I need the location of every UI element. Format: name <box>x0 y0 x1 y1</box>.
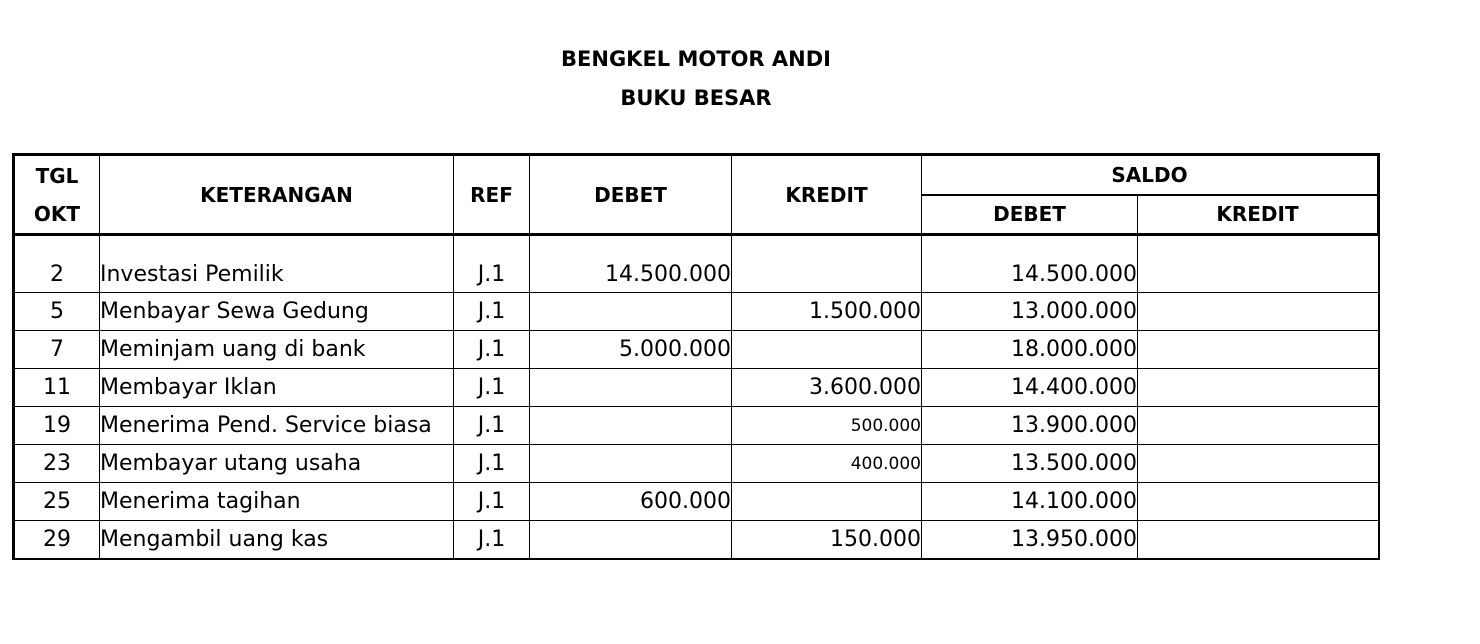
cell-ref: J.1 <box>454 407 530 445</box>
ledger-table <box>12 153 1380 560</box>
cell-debet <box>530 369 732 407</box>
header-saldo-debet: DEBET <box>922 195 1138 235</box>
cell-tgl: 23 <box>14 445 100 483</box>
cell-ref: J.1 <box>454 331 530 369</box>
cell-saldo-debet: 14.400.000 <box>922 369 1138 407</box>
cell-tgl: 29 <box>14 521 100 559</box>
table-row <box>14 407 1379 445</box>
cell-keterangan: Mengambil uang kas <box>100 521 454 559</box>
cell-ref: J.1 <box>454 483 530 521</box>
cell-saldo-kredit <box>1138 293 1379 331</box>
cell-tgl: 7 <box>14 331 100 369</box>
cell-keterangan: Menerima tagihan <box>100 483 454 521</box>
table-row <box>14 521 1379 559</box>
cell-kredit: 3.600.000 <box>732 369 922 407</box>
header-keterangan: KETERANGAN <box>100 155 454 235</box>
cell-saldo-debet: 13.900.000 <box>922 407 1138 445</box>
cell-kredit: 400.000 <box>732 445 922 483</box>
header-saldo: SALDO <box>922 155 1379 195</box>
cell-tgl: 11 <box>14 369 100 407</box>
cell-saldo-kredit <box>1138 445 1379 483</box>
cell-saldo-kredit <box>1138 483 1379 521</box>
cell-saldo-debet: 14.500.000 <box>922 235 1138 293</box>
cell-kredit: 500.000 <box>732 407 922 445</box>
cell-tgl: 2 <box>14 235 100 293</box>
table-row <box>14 293 1379 331</box>
cell-ref: J.1 <box>454 445 530 483</box>
cell-kredit <box>732 235 922 293</box>
cell-saldo-debet: 13.950.000 <box>922 521 1138 559</box>
document-title: BUKU BESAR <box>620 86 772 110</box>
cell-saldo-debet: 13.500.000 <box>922 445 1138 483</box>
table-row <box>14 483 1379 521</box>
header-tgl: TGL <box>35 163 79 188</box>
cell-keterangan: Investasi Pemilik <box>100 235 454 293</box>
cell-ref: J.1 <box>454 235 530 293</box>
header-okt: OKT <box>33 201 81 226</box>
header-kredit: KREDIT <box>732 155 922 235</box>
header-ref: REF <box>454 155 530 235</box>
cell-ref: J.1 <box>454 293 530 331</box>
header-tgl-okt <box>14 155 100 235</box>
cell-saldo-debet: 14.100.000 <box>922 483 1138 521</box>
ledger-body <box>14 235 1379 559</box>
cell-saldo-kredit <box>1138 235 1379 293</box>
cell-keterangan: Menerima Pend. Service biasa <box>100 407 454 445</box>
cell-debet: 14.500.000 <box>530 235 732 293</box>
company-title: BENGKEL MOTOR ANDI <box>561 47 831 71</box>
cell-saldo-debet: 13.000.000 <box>922 293 1138 331</box>
cell-debet: 600.000 <box>530 483 732 521</box>
table-row <box>14 331 1379 369</box>
header-saldo-kredit: KREDIT <box>1138 195 1379 235</box>
cell-debet <box>530 407 732 445</box>
cell-ref: J.1 <box>454 369 530 407</box>
cell-keterangan: Membayar utang usaha <box>100 445 454 483</box>
cell-saldo-debet: 18.000.000 <box>922 331 1138 369</box>
cell-debet <box>530 445 732 483</box>
cell-saldo-kredit <box>1138 369 1379 407</box>
cell-tgl: 5 <box>14 293 100 331</box>
cell-kredit: 150.000 <box>732 521 922 559</box>
cell-tgl: 19 <box>14 407 100 445</box>
cell-keterangan: Menbayar Sewa Gedung <box>100 293 454 331</box>
cell-debet: 5.000.000 <box>530 331 732 369</box>
cell-kredit <box>732 331 922 369</box>
cell-debet <box>530 293 732 331</box>
cell-tgl: 25 <box>14 483 100 521</box>
cell-saldo-kredit <box>1138 331 1379 369</box>
cell-kredit <box>732 483 922 521</box>
cell-keterangan: Membayar Iklan <box>100 369 454 407</box>
cell-kredit: 1.500.000 <box>732 293 922 331</box>
table-row <box>14 235 1379 293</box>
cell-saldo-kredit <box>1138 407 1379 445</box>
cell-ref: J.1 <box>454 521 530 559</box>
table-row <box>14 369 1379 407</box>
cell-keterangan: Meminjam uang di bank <box>100 331 454 369</box>
cell-saldo-kredit <box>1138 521 1379 559</box>
table-row <box>14 445 1379 483</box>
cell-debet <box>530 521 732 559</box>
header-debet: DEBET <box>530 155 732 235</box>
